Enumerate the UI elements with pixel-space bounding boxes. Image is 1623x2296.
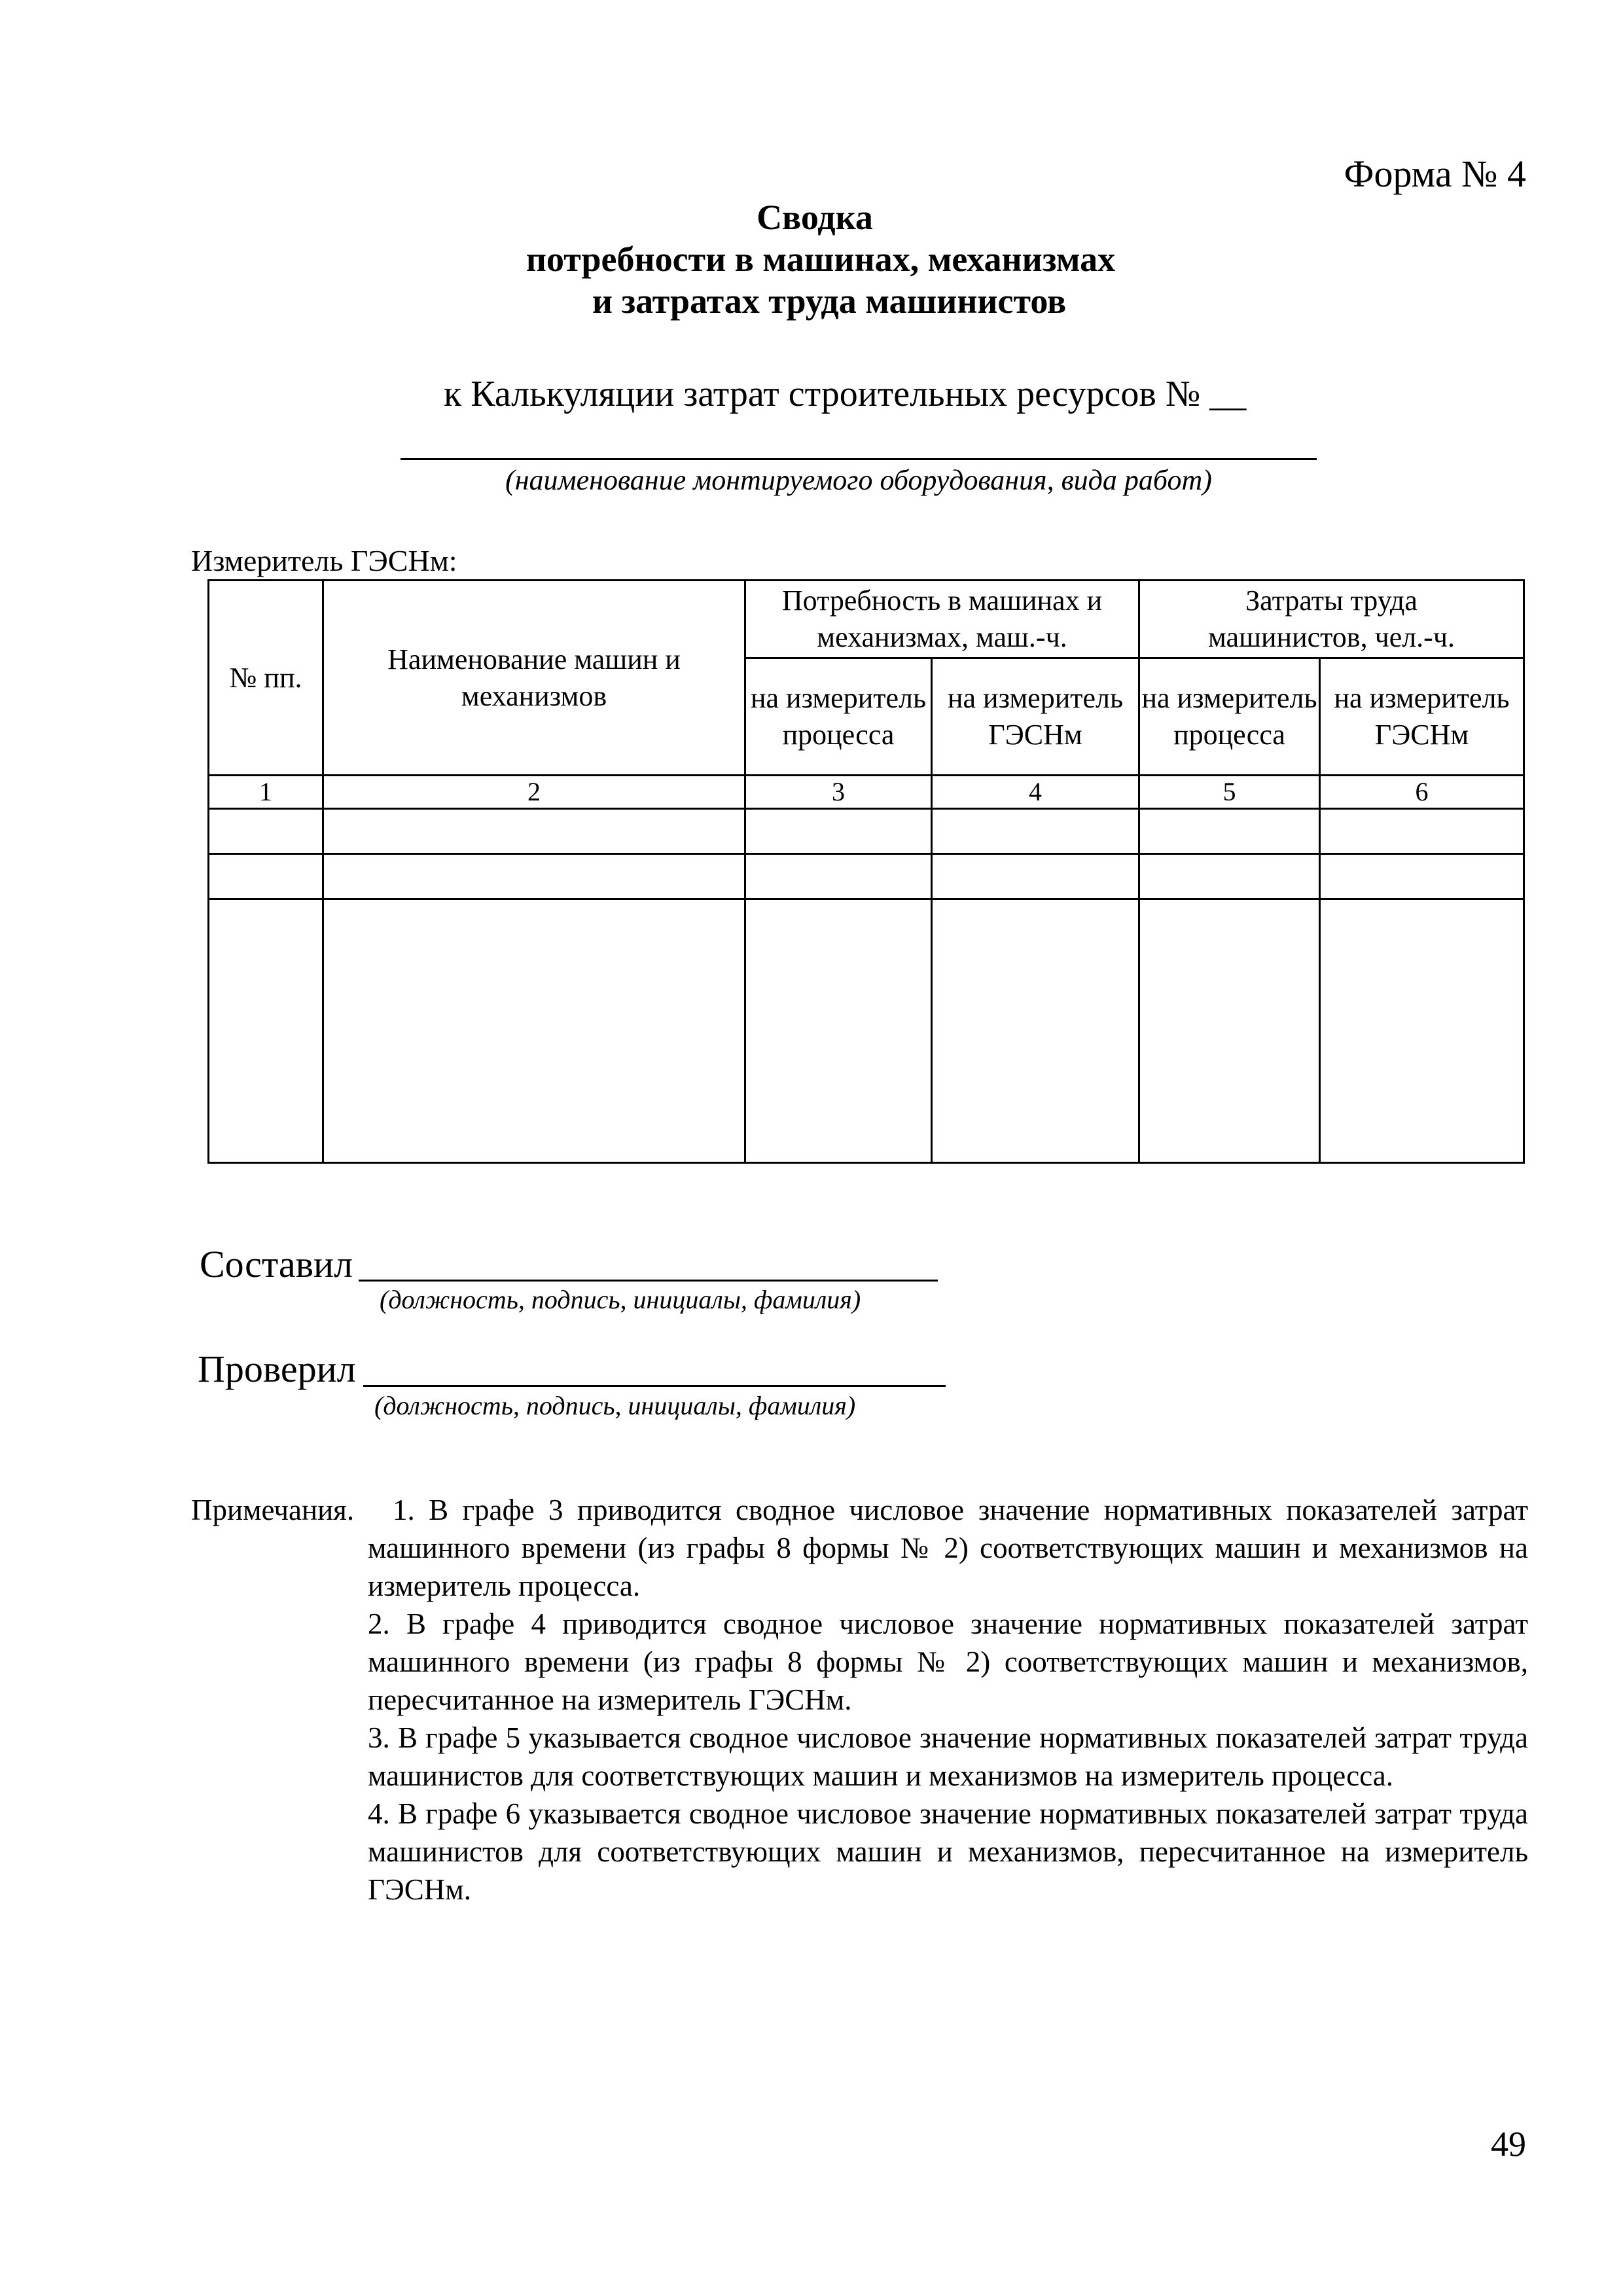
summary-table bbox=[207, 579, 1525, 1164]
table-cell[interactable] bbox=[1320, 854, 1524, 899]
table-cell[interactable] bbox=[745, 899, 932, 1163]
compiled-by-hint: (должность, подпись, инициалы, фамилия) bbox=[380, 1285, 861, 1314]
note-item: 1. В графе 3 приводится сводное числовое значение нормативных показателей затрат машинного времени (из графы 8 формы № 2) соответствующих машин и механизмов на измеритель процесса. bbox=[368, 1494, 1528, 1602]
table-cell[interactable] bbox=[209, 854, 323, 899]
checked-by-label: Проверил bbox=[198, 1348, 356, 1390]
checked-by-line[interactable] bbox=[363, 1385, 946, 1387]
table-cell[interactable] bbox=[323, 899, 745, 1163]
table-cell[interactable] bbox=[1139, 854, 1320, 899]
table-cell[interactable] bbox=[932, 899, 1139, 1163]
table-row bbox=[209, 854, 1524, 899]
notes-title: Примечания. bbox=[191, 1494, 355, 1526]
compiled-by-label: Составил bbox=[200, 1243, 353, 1285]
page-number: 49 bbox=[1491, 2125, 1526, 2164]
checked-by-hint: (должность, подпись, инициалы, фамилия) bbox=[374, 1391, 856, 1420]
table-cell[interactable] bbox=[1320, 899, 1524, 1163]
table-cell[interactable] bbox=[323, 809, 745, 854]
document-title bbox=[0, 196, 1623, 322]
table-row bbox=[209, 809, 1524, 854]
column-number: 5 bbox=[1139, 776, 1320, 809]
column-number: 4 bbox=[932, 776, 1139, 809]
table-cell[interactable] bbox=[932, 809, 1139, 854]
title-line-3: и затратах труда машинистов bbox=[592, 281, 1067, 321]
meter-label: Измеритель ГЭСНм: bbox=[191, 544, 457, 577]
equipment-name-hint: (наименование монтируемого оборудования, вида работ) bbox=[505, 464, 1212, 496]
column-number: 2 bbox=[323, 776, 745, 809]
header-group-machines: Потребность в машинах и механизмах, маш.-ч. bbox=[745, 581, 1139, 658]
subtitle: к Калькуляции затрат строительных ресурсов № __ bbox=[444, 374, 1247, 414]
table-cell[interactable] bbox=[209, 809, 323, 854]
title-line-2: потребности в машинах, механизмах bbox=[526, 240, 1116, 279]
header-group-labor: Затраты труда машинистов, чел.-ч. bbox=[1139, 581, 1524, 658]
note-item: 2. В графе 4 приводится сводное числовое значение нормативных показателей затрат машинного времени (из графы 8 формы № 2) соответствующих машин и механизмов, пересчитанное на измеритель ГЭСНм. bbox=[368, 1607, 1528, 1716]
header-sub-process-labor: на измеритель процесса bbox=[1139, 658, 1320, 776]
table-cell[interactable] bbox=[745, 809, 932, 854]
table-cell[interactable] bbox=[745, 854, 932, 899]
table-cell[interactable] bbox=[932, 854, 1139, 899]
column-number: 1 bbox=[209, 776, 323, 809]
header-sub-gesnm-labor: на измеритель ГЭСНм bbox=[1320, 658, 1524, 776]
column-number-row bbox=[209, 776, 1524, 809]
header-sub-gesnm-machines: на измеритель ГЭСНм bbox=[932, 658, 1139, 776]
column-number: 3 bbox=[745, 776, 932, 809]
note-item: 3. В графе 5 указывается сводное числовое значение нормативных показателей затрат труда машинистов для соответствующих машин и механизмов на измеритель процесса. bbox=[368, 1721, 1528, 1792]
form-number: Форма № 4 bbox=[1344, 152, 1526, 195]
equipment-name-line[interactable] bbox=[401, 458, 1317, 460]
table-cell[interactable] bbox=[1320, 809, 1524, 854]
header-sub-process-machines: на измеритель процесса bbox=[745, 658, 932, 776]
compiled-by-line[interactable] bbox=[359, 1280, 938, 1282]
table-cell[interactable] bbox=[323, 854, 745, 899]
note-item: 4. В графе 6 указывается сводное числовое значение нормативных показателей затрат труда машинистов для соответствующих машин и механизмов, пересчитанное на измеритель ГЭСНм. bbox=[368, 1797, 1528, 1906]
table-row bbox=[209, 899, 1524, 1163]
table-cell[interactable] bbox=[1139, 899, 1320, 1163]
header-col-no: № пп. bbox=[209, 581, 323, 776]
table-cell[interactable] bbox=[209, 899, 323, 1163]
title-line-1: Сводка bbox=[757, 198, 873, 237]
notes-section bbox=[191, 1491, 1528, 1909]
header-col-name: Наименование машин и механизмов bbox=[323, 581, 745, 776]
column-number: 6 bbox=[1320, 776, 1524, 809]
table-cell[interactable] bbox=[1139, 809, 1320, 854]
